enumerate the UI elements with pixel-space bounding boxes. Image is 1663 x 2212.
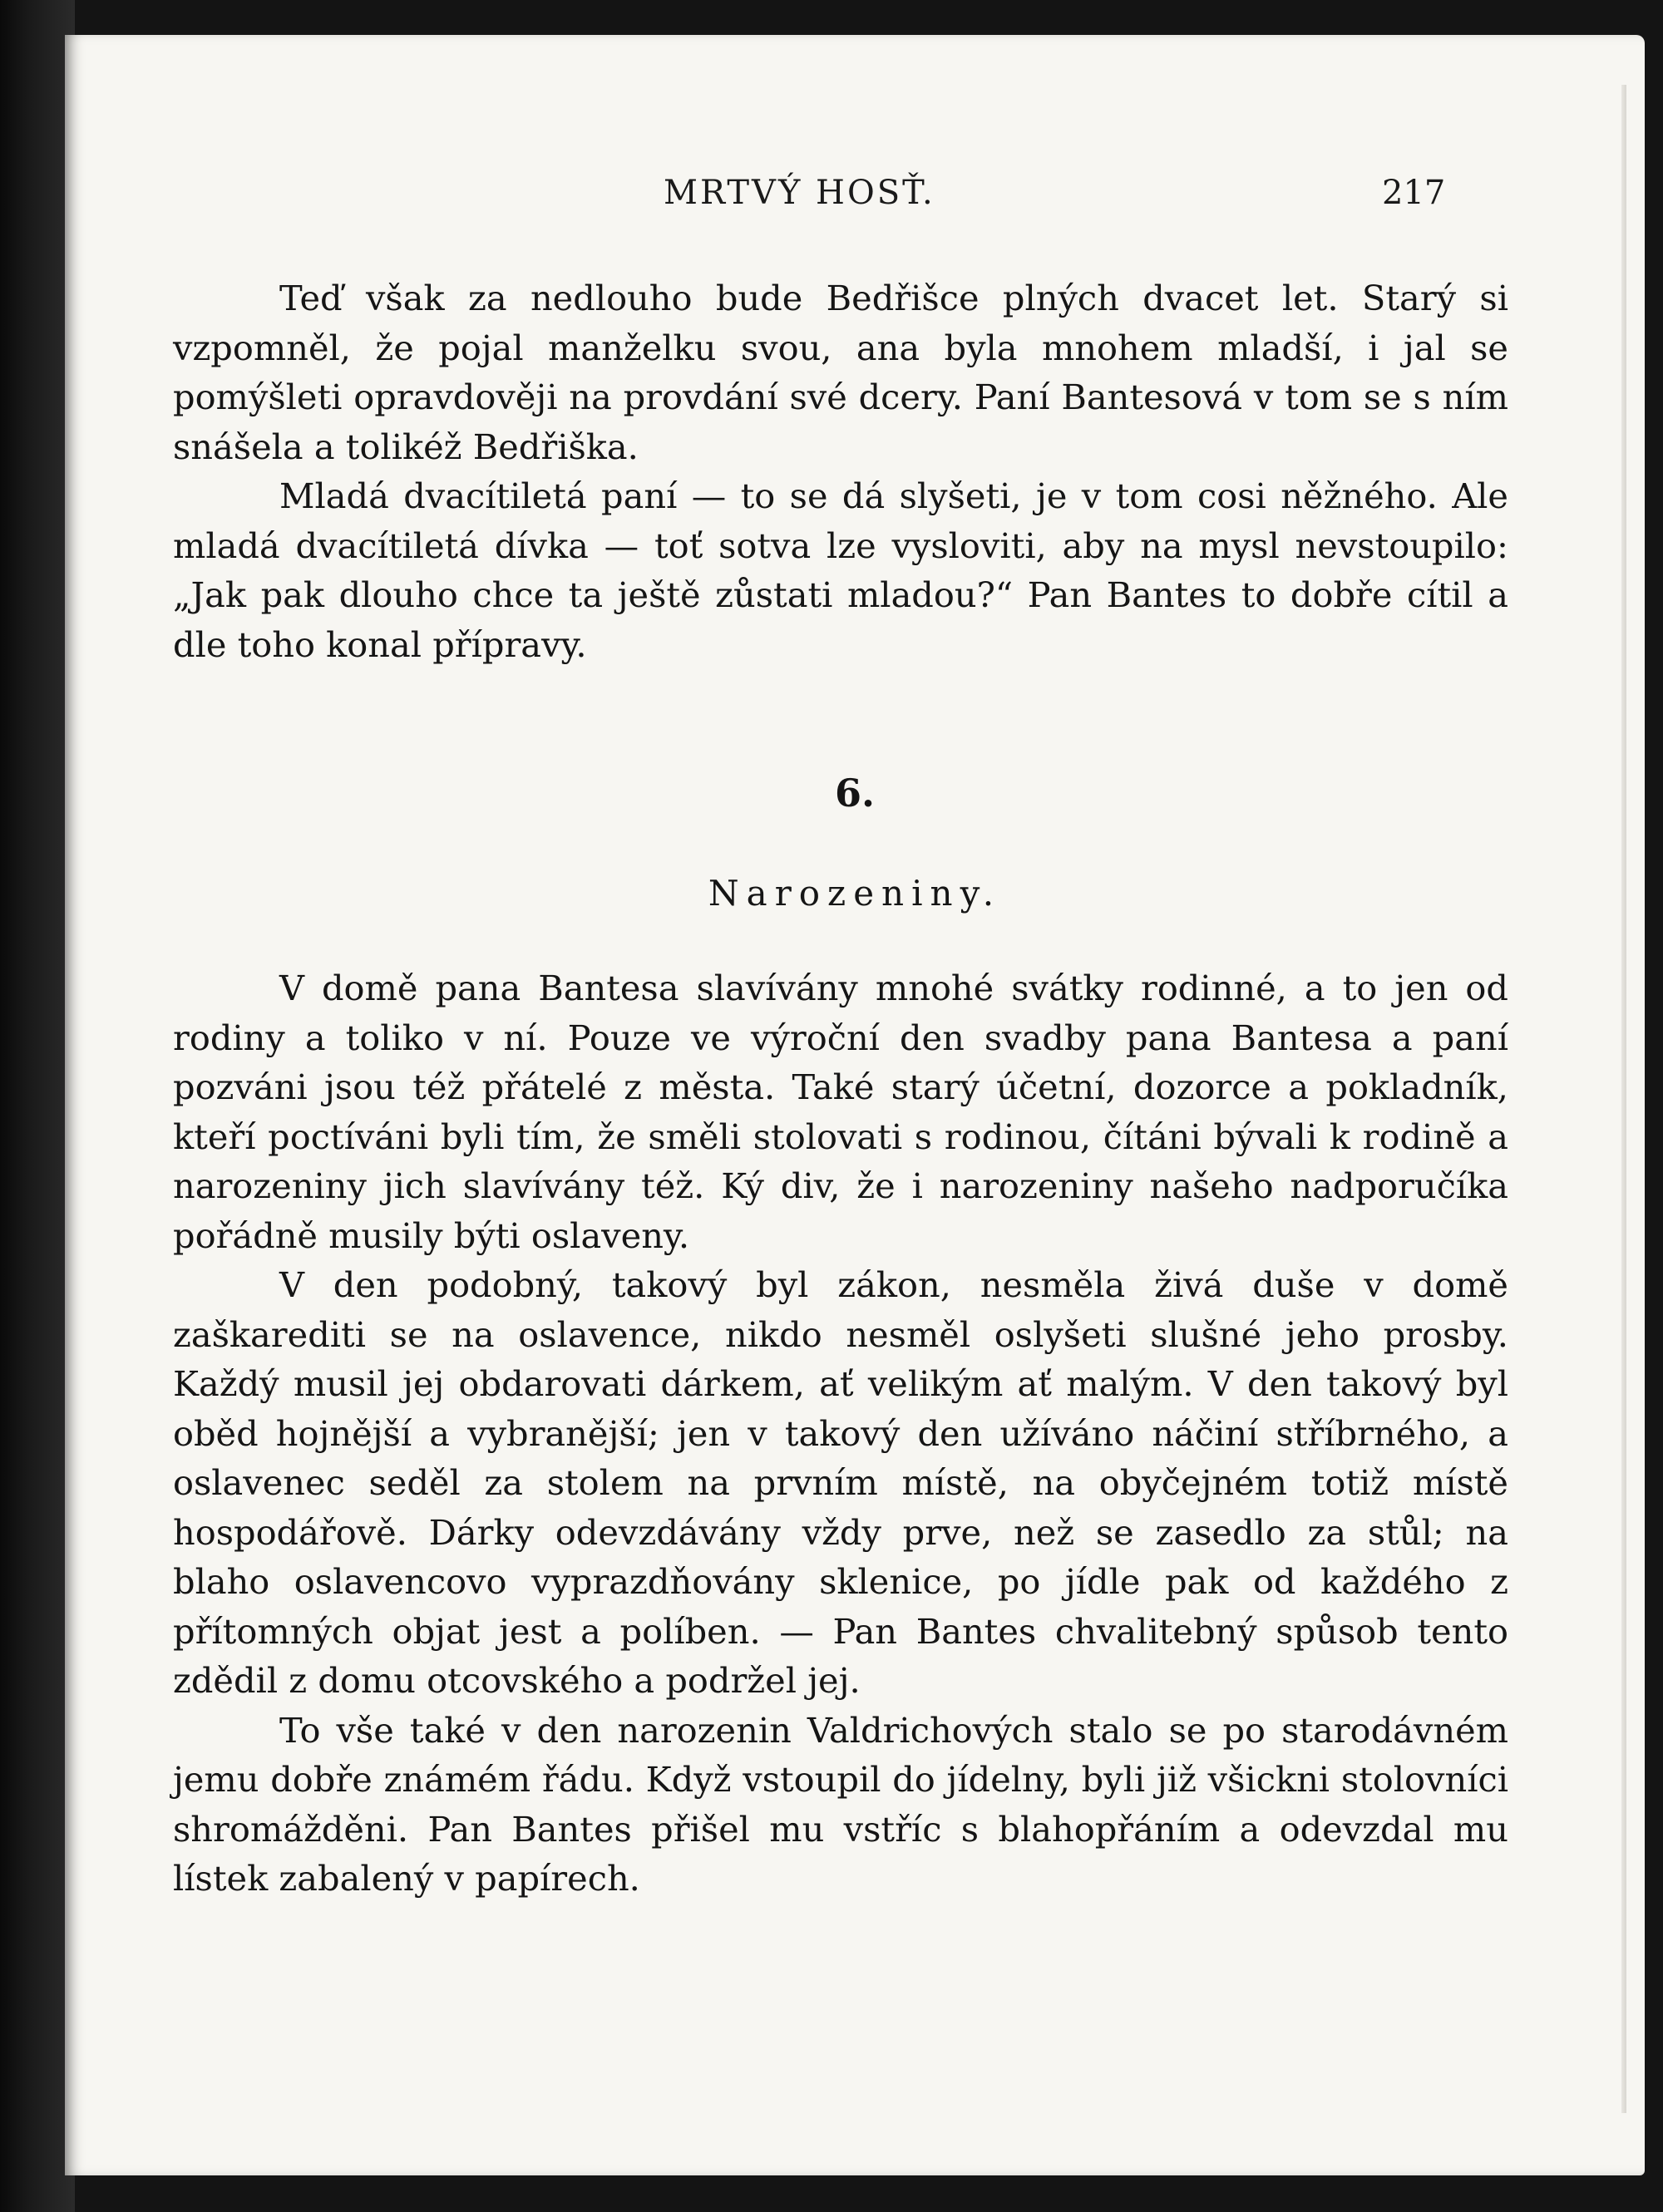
paragraph: V domě pana Bantesa slavívány mnohé svátky rodinné, a to jen od rodiny a toliko v ní. Pouze ve výroční den svadby pana Bantesa a paní pozváni jsou též přátelé z města. Také starý účetní, dozorce a pokladník, kteří poctíváni byli tím, že směli stolovati s rodinou, čítáni bývali k rodině a narozeniny jich slavívány též. Ký div, že i narozeniny našeho nadporučíka pořádně musily býti oslaveny.: [173, 968, 1508, 1256]
chapter-title: Narozeniny.: [708, 873, 1002, 914]
paragraph: To vše také v den narozenin Valdrichových stalo se po starodávném jemu dobře známém řádu. Když vstoupil do jídelny, byli již všickni stolovníci shromážděni. Pan Bantes přišel mu vstříc s blahopřáním a odevzdal mu lístek zabalený v papírech.: [173, 1709, 1508, 1899]
paragraph: V den podobný, takový byl zákon, nesměla živá duše v domě zaškarediti se na oslavence, nikdo nesměl oslyšeti slušné jeho prosby. Každý musil jej obdarovati dárkem, ať velikým ať malým. V den takový byl oběd hojnější a vybranější; jen v takový den užíváno náčiní stříbrného, a oslavenec seděl za stolem na prvním místě, na obyčejném totiž místě hospodářově. Dárky odevzdávány vždy prve, než se zasedlo za stůl; na blaho oslavencovo vyprazdňovány sklenice, po jídle pak od každého z přítomných objat jest a políben. — Pan Bantes chvalitebný spůsob tento zdědil z domu otcovského a podržel jej.: [173, 1264, 1508, 1701]
running-head: [65, 168, 1645, 218]
chapter-number: 6.: [834, 771, 876, 815]
text-section-1: [173, 273, 1508, 669]
book-binding-shadow: [0, 0, 75, 2212]
running-head-title: MRTVÝ HOSŤ.: [664, 174, 935, 212]
page-number: 217: [1382, 174, 1446, 212]
page-edge-shade: [1621, 85, 1626, 2113]
paragraph: Teď však za nedlouho bude Bedřišce plných dvacet let. Starý si vzpomněl, že pojal manželku svou, ana byla mnohem mladší, i jal se pomýšleti opravdověji na provdání své dcery. Paní Bantesová v tom se s ním snášela a tolikéž Bedřiška.: [173, 278, 1508, 467]
book-page: [65, 35, 1645, 2175]
text-section-2: [173, 963, 1508, 1904]
paragraph: Mladá dvacítiletá paní — to se dá slyšeti, je v tom cosi něžného. Ale mladá dvacítiletá dívka — toť sotva lze vysloviti, aby na mysl nevstoupilo: „Jak pak dlouho chce ta ještě zůstati mladou?“ Pan Bantes to dobře cítil a dle toho konal přípravy.: [173, 475, 1508, 665]
